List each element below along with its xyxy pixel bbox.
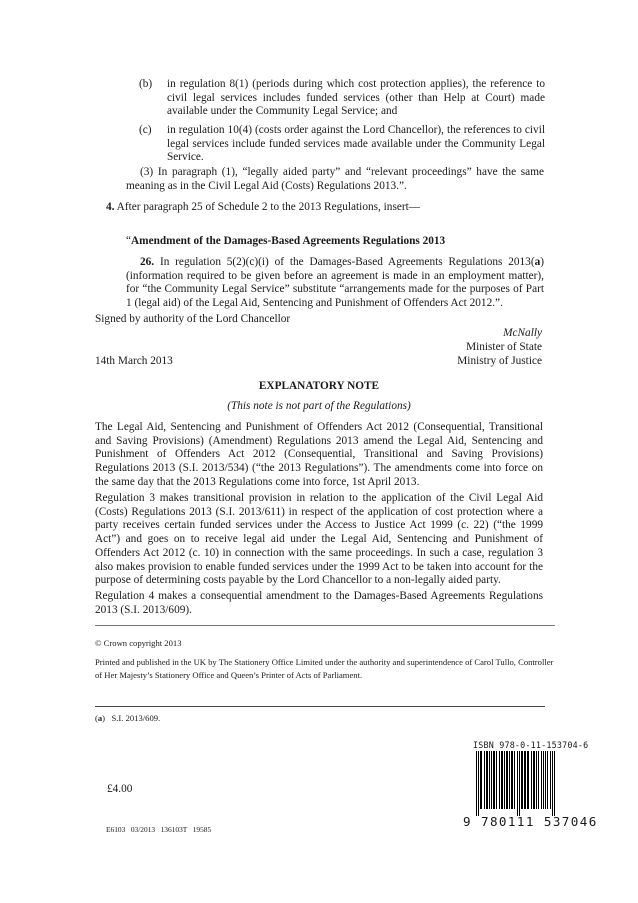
signature-date: 14th March 2013 (95, 355, 173, 367)
amendment-c-text: in regulation 10(4) (costs order against the Lord Chancellor), the references to civil legal services include funded services made available under the Community Legal Service. (167, 124, 545, 164)
amendment-c (139, 124, 545, 166)
amendment-b-text: in regulation 8(1) (periods during which cost protection applies), the reference to civil legal services includes funded services (other than Help at Court) made available under the Community Legal Service; and (167, 78, 545, 118)
copyright-line: © Crown copyright 2013 (95, 638, 182, 648)
amendment-b-label: (b) (139, 78, 153, 90)
footnote: (a) S.I. 2013/609. (95, 713, 161, 723)
paragraph-3: (3) In paragraph (1), “legally aided party” and “relevant proceedings” have the same meaning as in the Civil Legal Aid (Costs) Regulations 2013.”. (126, 166, 544, 192)
isbn-text: ISBN 978-0-11-153704-6 (473, 740, 589, 750)
amendment-c-label: (c) (139, 124, 152, 136)
print-codes: E6103 03/2013 136103T 19585 (106, 825, 212, 834)
paragraph-4-text: After paragraph 25 of Schedule 2 to the 2013 Regulations, insert— (114, 201, 421, 213)
signatory-department: Ministry of Justice (457, 355, 542, 367)
signatory-name: McNally (503, 327, 542, 339)
body-divider (95, 625, 555, 626)
footnote-text: S.I. 2013/609. (111, 713, 161, 723)
paragraph-26 (126, 256, 544, 311)
paragraph-4 (106, 201, 546, 215)
signatory-title: Minister of State (466, 341, 542, 353)
explanatory-paragraph-2: Regulation 3 makes transitional provision in relation to the application of the Civil Legal Aid (Costs) Regulations 2013 (S.I. 2013/611) in respect of the application of cost protection where a party receives certain funded services under the Access to Justice Act 1999 (c. 22) (“the 1999 Act”) and goes on to receive legal aid under the Legal Aid, Sentencing and Punishment of Offenders Act 2012 (c. 10) in connection with the same proceedings. In such a case, regulation 3 also makes provision to enable funded services under the 1999 Act to be taken into account for the purpose of determining costs payable by the Lord Chancellor to a non-legally aided party. (95, 492, 543, 587)
paragraph-26-text-a: In regulation 5(2)(c)(i) of the Damages-Based Agreements Regulations 2013( (154, 256, 535, 268)
inserted-heading (126, 235, 546, 249)
inserted-heading-text: Amendment of the Damages-Based Agreements Regulations 2013 (131, 235, 446, 247)
explanatory-paragraph-3: Regulation 4 makes a consequential amendment to the Damages-Based Agreements Regulations 2013 (S.I. 2013/609). (95, 590, 543, 616)
barcode-image (475, 751, 567, 816)
explanatory-paragraph-1: The Legal Aid, Sentencing and Punishment of Offenders Act 2012 (Consequential, Transitional and Saving Provisions) (Amendment) Regulations 2013 amend the Legal Aid, Sentencing and Punishment of Offenders Act 2012 (Consequential, Transitional and Saving Provisions) Regulations 2013 (S.I. 2013/534) (“the 2013 Regulations”). The amendments come into force on the same day that the 2013 Regulations come into force, 1st April 2013. (95, 421, 543, 488)
price: £4.00 (107, 783, 133, 795)
explanatory-note-heading: EXPLANATORY NOTE (258, 380, 380, 392)
signed-by: Signed by authority of the Lord Chancellor (95, 313, 291, 325)
footnote-divider (95, 706, 545, 707)
paragraph-4-number: 4. (106, 201, 115, 213)
paragraph-26-number: 26. (140, 256, 155, 268)
open-quote: “ (126, 235, 132, 247)
paragraph-26-text-b: ) (information required to be given before an agreement is made in an employment matter), for “the Community Legal Service” substitute “arrangements made for the purposes of Part 1 (legal aid) of the Legal Aid, Sentencing and Punishment of Offenders Act 2012.”. (126, 256, 544, 310)
amendment-b (139, 78, 545, 120)
printer-statement: Printed and published in the UK by The Stationery Office Limited under the authority and superintendence of Carol Tullo, Controller of Her Majesty’s Stationery Office and Queen’s Printer of Acts of Parliament. (95, 657, 554, 681)
barcode-digits: 9 780111 537046 (463, 814, 598, 829)
footnote-ref-a: a (534, 256, 541, 268)
footnote-label: a (97, 713, 103, 723)
explanatory-note-subheading: (This note is not part of the Regulations) (227, 400, 411, 412)
